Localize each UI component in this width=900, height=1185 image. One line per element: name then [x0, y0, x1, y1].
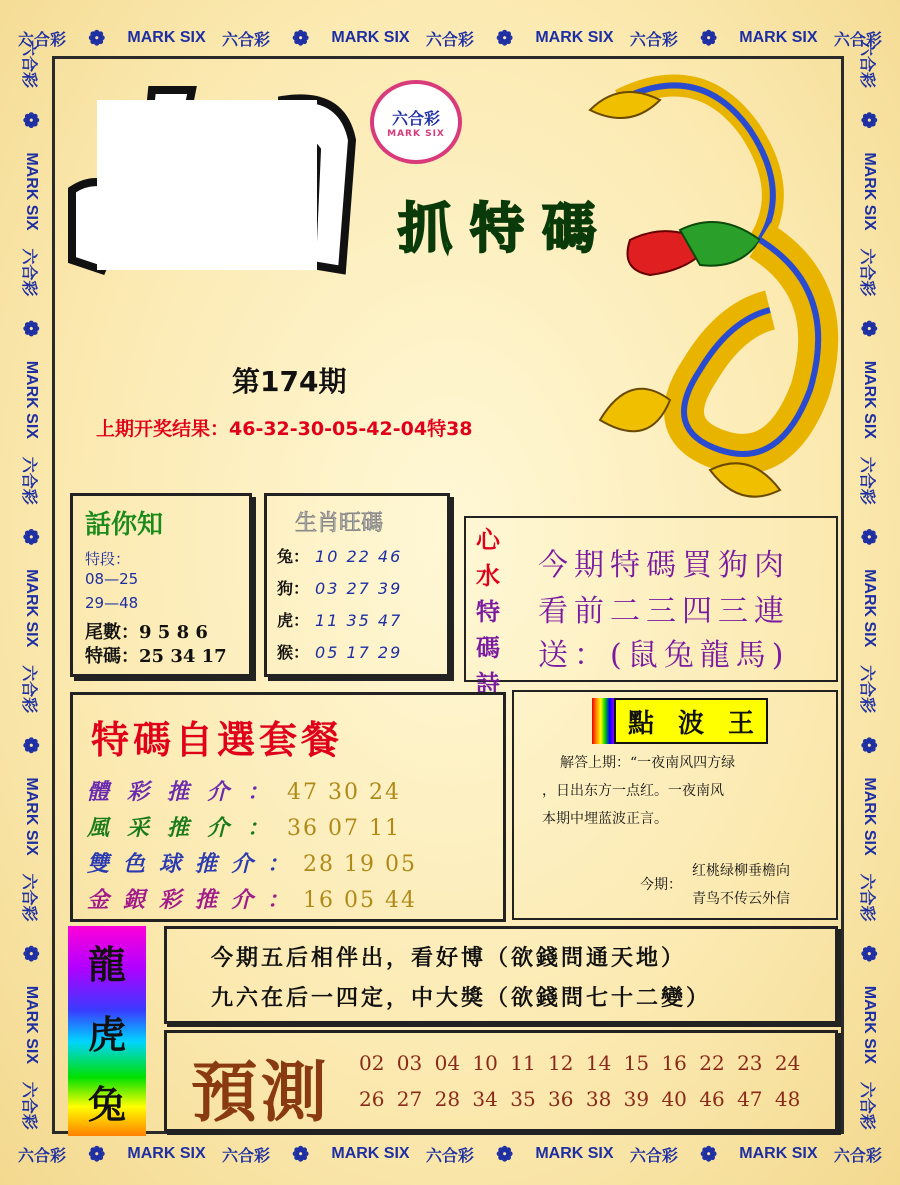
predict-row: 02 03 04 10 11 12 14 15 16 22 23 24: [359, 1051, 801, 1075]
title-char: 特: [470, 196, 524, 260]
poem-box: [464, 516, 838, 698]
flower-icon: ❁: [496, 27, 513, 50]
border-brand-cn: 六合彩: [629, 1147, 678, 1165]
border-brand-cn: 六合彩: [20, 456, 38, 505]
zodiac-name: 虎：: [277, 611, 310, 630]
wave-king-banner: [592, 698, 768, 744]
top-border-strip: [18, 22, 882, 54]
wave-answer-line: 本期中埋蓝波正言。: [542, 811, 668, 827]
border-brand-cn: 六合彩: [221, 1147, 270, 1165]
tell-row: 29—48: [85, 594, 139, 612]
flower-icon: ❁: [857, 528, 880, 546]
zodiac-name: 狗：: [277, 579, 310, 598]
poem-side-label: [476, 522, 504, 702]
border-brand-cn: 六合彩: [20, 665, 38, 714]
border-brand-cn: 六合彩: [425, 31, 474, 49]
flower-icon: ❁: [292, 27, 310, 50]
flower-icon: ❁: [19, 945, 42, 962]
package-row: [87, 883, 417, 914]
title-char: 抓: [398, 196, 452, 260]
zodiac-row: [277, 576, 402, 599]
border-brand-cn: 六合彩: [20, 248, 38, 297]
rainbow-swatch: [592, 698, 614, 744]
right-border-strip: [854, 40, 884, 1130]
wave-now-line: 青鸟不传云外信: [692, 891, 790, 907]
bottom-border-strip: [18, 1138, 882, 1170]
flower-icon: ❁: [496, 1143, 513, 1166]
package-title: 特碼自選套餐: [91, 717, 344, 762]
border-brand-en: MARK SIX: [535, 1145, 614, 1162]
border-brand-en: MARK SIX: [331, 29, 410, 46]
border-brand-en: MARK SIX: [23, 360, 40, 439]
poem-side-char: 碼: [476, 633, 500, 662]
wave-king-char: 王: [727, 708, 754, 739]
zodiac-numbers: 10 22 46: [315, 547, 403, 566]
tell-row: 尾數：9 5 8 6: [85, 622, 208, 643]
predict-title: 預測: [191, 1053, 331, 1131]
border-brand-en: MARK SIX: [23, 777, 40, 856]
wave-now-label: 今期：: [640, 877, 682, 893]
flower-icon: ❁: [19, 528, 42, 546]
poem-line: 送：(鼠兔龍馬): [538, 638, 790, 673]
border-brand-cn: 六合彩: [20, 1081, 38, 1130]
package-value: 36 07 11: [287, 816, 401, 841]
poem-line: 看前二三四三連: [538, 594, 790, 629]
flower-icon: ❁: [19, 736, 42, 754]
package-label: 體彩推介：: [87, 779, 288, 805]
border-brand-en: MARK SIX: [739, 29, 818, 46]
package-row: [87, 847, 417, 878]
border-brand-cn: 六合彩: [18, 1147, 67, 1165]
flower-icon: ❁: [857, 111, 880, 129]
wave-answer-line: 解答上期：“一夜南风四方绿: [560, 755, 736, 771]
poem-line: 今期特碼買狗肉: [538, 548, 790, 583]
last-result: 上期开奖结果：46-32-30-05-42-04特38: [96, 418, 473, 440]
logo-cn: 六合彩: [391, 108, 440, 128]
wave-king-char: 波: [677, 708, 704, 739]
masthead-glyph-art: [62, 80, 372, 280]
tip-box: [164, 926, 838, 1024]
flower-icon: ❁: [88, 27, 106, 50]
predict-box: [164, 1030, 838, 1132]
tell-row: 08—25: [85, 570, 139, 588]
zodiac-numbers: 05 17 29: [315, 643, 403, 662]
border-brand-cn: 六合彩: [858, 873, 876, 922]
tip-line: 今期五后相伴出，看好博（欲錢問通天地）: [211, 945, 687, 971]
border-brand-cn: 六合彩: [858, 665, 876, 714]
zodiac-numbers: 11 35 47: [315, 611, 403, 630]
package-value: 47 30 24: [287, 780, 401, 805]
side-zodiac-char: 虎: [87, 1012, 126, 1057]
wave-king-box: [512, 690, 838, 920]
zodiac-name: 猴：: [277, 643, 310, 662]
side-zodiac-char: 兔: [87, 1082, 126, 1127]
tell-you-title: 話你知: [85, 510, 164, 540]
border-brand-cn: 六合彩: [425, 1147, 474, 1165]
wave-now-line: 红桃绿柳垂檐向: [692, 863, 790, 879]
border-brand-en: MARK SIX: [861, 569, 878, 648]
poem-side-char: 特: [476, 597, 500, 626]
tell-row: 特段：: [85, 550, 131, 568]
flower-icon: ❁: [700, 1143, 717, 1166]
package-box: [70, 692, 506, 922]
border-brand-en: MARK SIX: [535, 29, 614, 46]
border-brand-cn: 六合彩: [858, 1081, 876, 1130]
zodiac-name: 兔：: [277, 547, 310, 566]
flower-icon: ❁: [19, 111, 42, 129]
border-brand-cn: 六合彩: [221, 31, 270, 49]
tip-line: 九六在后一四定，中大獎（欲錢問七十二變）: [211, 985, 712, 1011]
border-brand-cn: 六合彩: [858, 456, 876, 505]
wave-king-title: [614, 698, 768, 744]
flower-icon: ❁: [857, 320, 880, 337]
zodiac-title: 生肖旺碼: [295, 511, 384, 536]
title-char: 碼: [542, 196, 596, 260]
border-brand-cn: 六合彩: [629, 31, 678, 49]
border-brand-cn: 六合彩: [858, 248, 876, 297]
flower-icon: ❁: [857, 945, 880, 962]
poem-side-char: 水: [476, 561, 500, 590]
zodiac-box: [264, 493, 450, 677]
poem-side-char: 詩: [476, 669, 500, 698]
dragon-illustration: [560, 70, 850, 510]
package-label: 風采推介：: [87, 815, 288, 841]
zodiac-row: [277, 544, 402, 567]
poem-side-char: 心: [476, 525, 500, 554]
border-brand-en: MARK SIX: [127, 1145, 206, 1162]
tell-row: 特碼：25 34 17: [85, 646, 227, 667]
border-brand-en: MARK SIX: [861, 152, 878, 231]
zodiac-numbers: 03 27 39: [315, 579, 403, 598]
border-brand-en: MARK SIX: [127, 29, 206, 46]
brand-logo: [370, 80, 462, 164]
zodiac-side-column: [68, 926, 146, 1136]
border-brand-cn: 六合彩: [20, 873, 38, 922]
package-row: [87, 811, 401, 842]
zodiac-row: [277, 608, 402, 631]
border-brand-en: MARK SIX: [861, 777, 878, 856]
border-brand-en: MARK SIX: [23, 985, 40, 1065]
package-label: 雙色球推介：: [87, 851, 304, 877]
border-brand-cn: 六合彩: [20, 40, 38, 89]
border-brand-en: MARK SIX: [861, 360, 878, 439]
side-zodiac-char: 龍: [87, 942, 126, 987]
zodiac-row: [277, 640, 402, 663]
package-label: 金銀彩推介：: [87, 887, 304, 913]
flower-icon: ❁: [857, 736, 880, 754]
border-brand-cn: 六合彩: [18, 31, 67, 49]
border-brand-cn: 六合彩: [858, 40, 876, 89]
flower-icon: ❁: [292, 1143, 310, 1166]
package-row: [87, 775, 401, 806]
border-brand-cn: 六合彩: [833, 1147, 882, 1165]
logo-en: MARK SIX: [387, 128, 445, 139]
tell-you-box: [70, 493, 252, 677]
border-brand-en: MARK SIX: [861, 985, 878, 1065]
predict-row: 26 27 28 34 35 36 38 39 40 46 47 48: [359, 1087, 801, 1111]
border-brand-en: MARK SIX: [23, 569, 40, 648]
left-border-strip: [16, 40, 46, 1130]
issue-number: 第174期: [232, 365, 347, 398]
flower-icon: ❁: [19, 320, 42, 337]
package-value: 16 05 44: [303, 888, 417, 913]
border-brand-en: MARK SIX: [331, 1145, 410, 1162]
border-brand-en: MARK SIX: [739, 1145, 818, 1162]
flower-icon: ❁: [700, 27, 717, 50]
border-brand-cn: 六合彩: [833, 31, 882, 49]
wave-answer-line: ，日出东方一点红。一夜南风: [542, 783, 724, 799]
border-brand-en: MARK SIX: [23, 152, 40, 231]
wave-king-char: 點: [627, 708, 654, 739]
flower-icon: ❁: [88, 1143, 106, 1166]
package-value: 28 19 05: [303, 852, 417, 877]
